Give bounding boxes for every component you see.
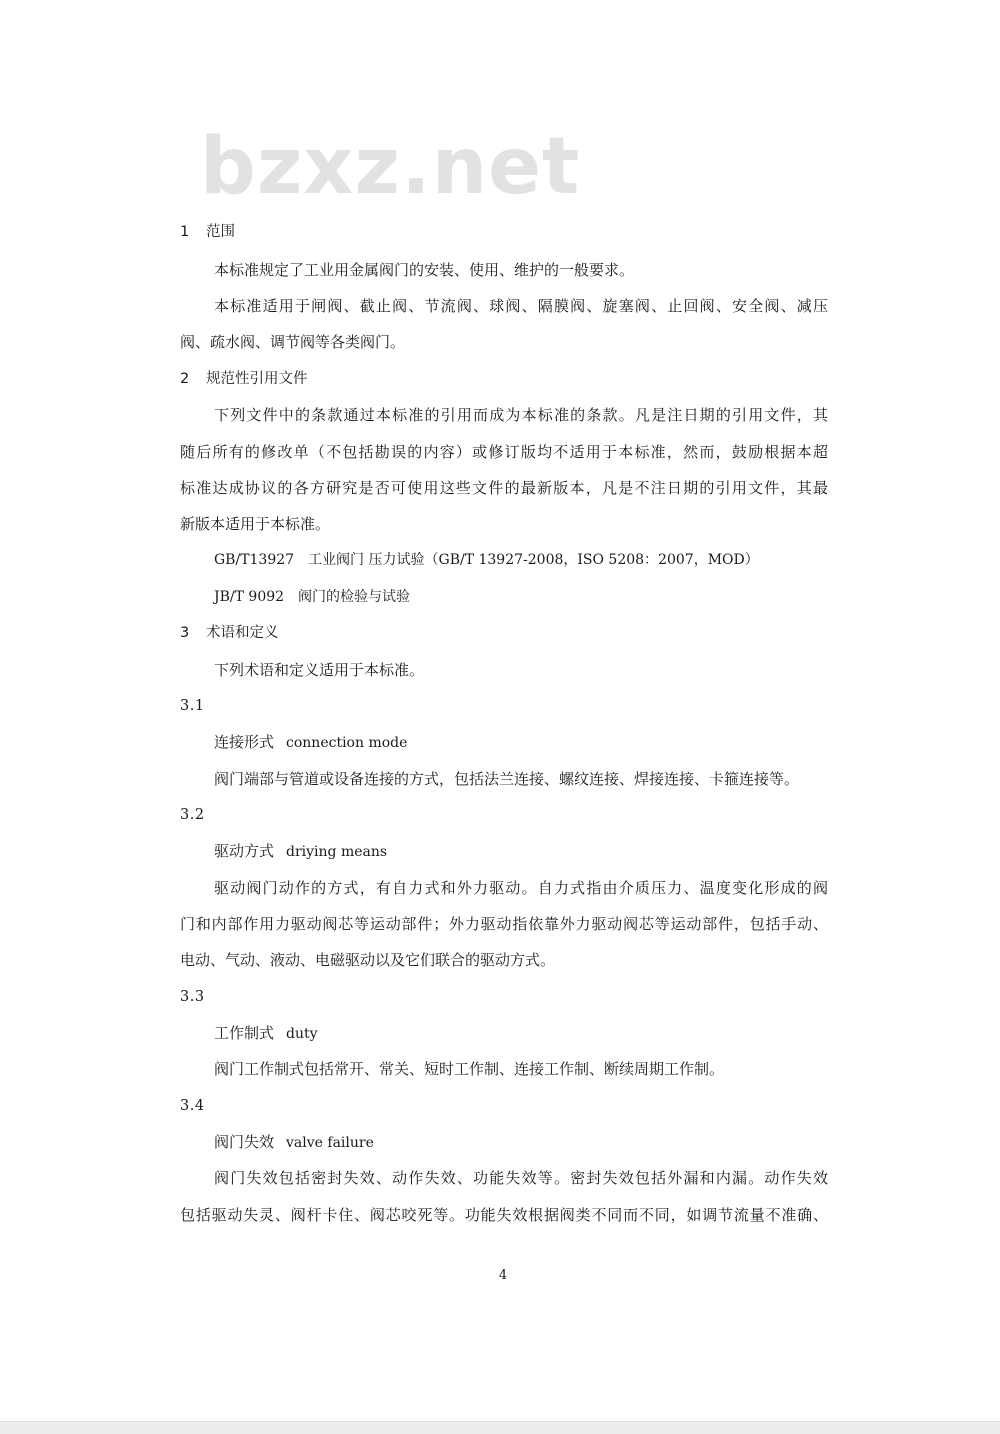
term-english: connection mode	[286, 735, 408, 751]
watermark-logo: bzxz.net	[200, 122, 581, 212]
clause-number: 3.2	[180, 807, 205, 823]
section-title: 规范性引用文件	[206, 371, 308, 387]
term-definition-line: 驱动阀门动作的方式，有自力式和外力驱动。自力式指由介质压力、温度变化形成的阀	[214, 879, 828, 897]
term-english: duty	[286, 1026, 318, 1042]
section-2-paragraph-line-4: 新版本适用于本标准。	[180, 515, 331, 533]
section-number: 1	[180, 224, 190, 240]
term-definition-line: 电动、气动、液动、电磁驱动以及它们联合的驱动方式。	[180, 951, 556, 969]
term-definition-line: 门和内部作用力驱动阀芯等运动部件；外力驱动指依靠外力驱动阀芯等运动部件，包括手动、	[180, 915, 828, 933]
term-heading	[214, 1132, 374, 1153]
term-chinese: 阀门失效	[214, 1133, 275, 1151]
term-heading	[214, 841, 387, 862]
section-title: 术语和定义	[206, 625, 279, 641]
term-english: driying means	[286, 844, 388, 860]
term-chinese: 驱动方式	[214, 842, 275, 860]
section-2-paragraph-line-3: 标准达成协议的各方研究是否可使用这些文件的最新版本，凡是不注日期的引用文件，其最	[180, 479, 828, 497]
reference-code: GB/T13927	[214, 552, 295, 568]
term-heading	[214, 732, 407, 753]
term-definition-line: 阀门失效包括密封失效、动作失效、功能失效等。密封失效包括外漏和内漏。动作失效	[214, 1169, 828, 1187]
section-2-paragraph-line-1: 下列文件中的条款通过本标准的引用而成为本标准的条款。凡是注日期的引用文件，其	[214, 406, 828, 424]
reference-title: 阀门的检验与试验	[298, 589, 411, 605]
reference-item	[214, 587, 410, 607]
term-heading	[214, 1023, 318, 1044]
section-3-intro: 下列术语和定义适用于本标准。	[214, 661, 425, 679]
section-2-heading	[180, 369, 308, 389]
term-definition-line: 阀门工作制式包括常开、常关、短时工作制、连接工作制、断续周期工作制。	[214, 1060, 725, 1078]
section-1-paragraph-2-line-2: 阀、疏水阀、调节阀等各类阀门。	[180, 333, 406, 351]
reference-code: JB/T 9092	[214, 589, 285, 605]
clause-number: 3.4	[180, 1098, 205, 1114]
term-english: valve failure	[286, 1135, 374, 1151]
term-definition-line: 阀门端部与管道或设备连接的方式，包括法兰连接、螺纹连接、焊接连接、卡箍连接等。	[214, 770, 800, 788]
clause-number: 3.3	[180, 989, 205, 1005]
section-number: 3	[180, 625, 190, 641]
section-3-heading	[180, 623, 279, 643]
term-chinese: 工作制式	[214, 1024, 275, 1042]
term-chinese: 连接形式	[214, 733, 275, 751]
page-number: 4	[498, 1268, 508, 1283]
reference-title: 工业阀门 压力试验（GB/T 13927-2008，ISO 5208：2007，MOD）	[308, 552, 759, 568]
section-title: 范围	[206, 224, 235, 240]
clause-number: 3.1	[180, 698, 205, 714]
section-1-paragraph-1: 本标准规定了工业用金属阀门的安装、使用、维护的一般要求。	[214, 261, 635, 279]
reference-item	[214, 550, 759, 570]
section-number: 2	[180, 371, 190, 387]
viewer-bottom-bar	[0, 1421, 1000, 1434]
term-definition-line: 包括驱动失灵、阀杆卡住、阀芯咬死等。功能失效根据阀类不同而不同，如调节流量不准确、	[180, 1206, 828, 1224]
section-2-paragraph-line-2: 随后所有的修改单（不包括勘误的内容）或修订版均不适用于本标准，然而，鼓励根据本超	[180, 443, 828, 461]
section-1-paragraph-2-line-1: 本标准适用于闸阀、截止阀、节流阀、球阀、隔膜阀、旋塞阀、止回阀、安全阀、减压	[214, 297, 828, 315]
section-1-heading	[180, 222, 235, 242]
